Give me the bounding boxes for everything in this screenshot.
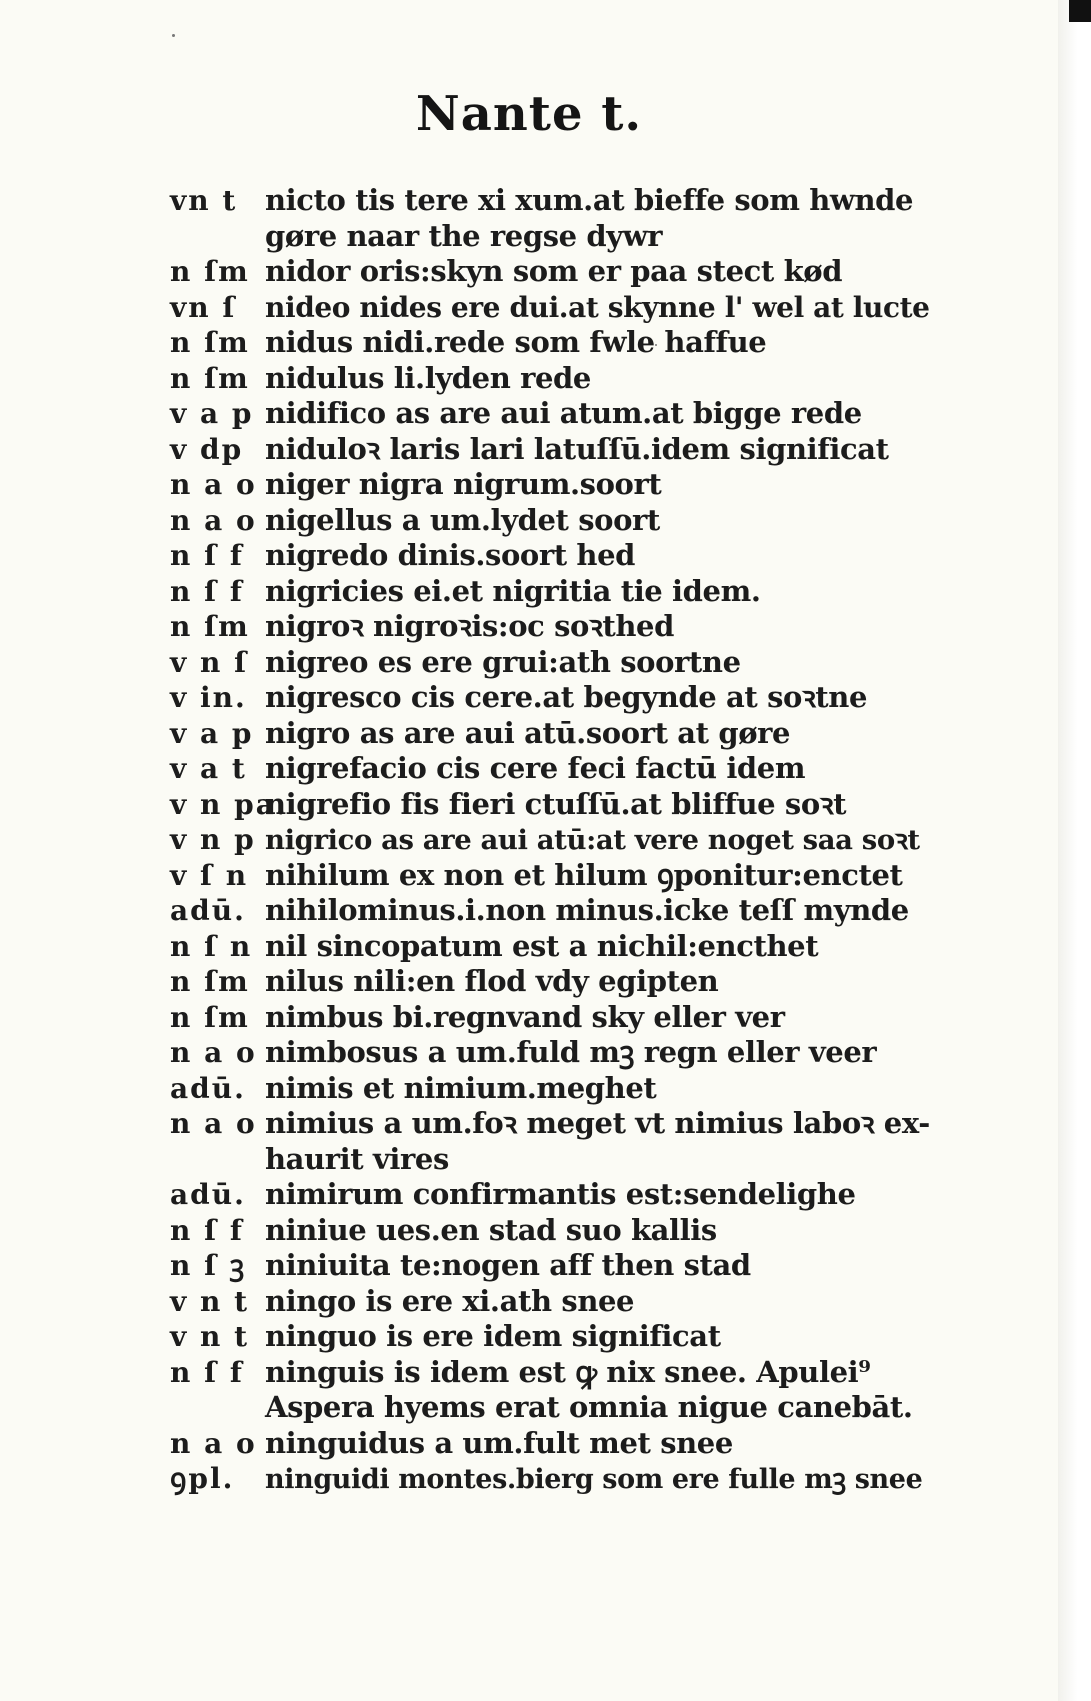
dictionary-entry	[170, 751, 930, 787]
dictionary-entry	[170, 1248, 930, 1284]
grammar-code: n a o	[170, 1107, 257, 1140]
entry-text: nihilum ex non et hilum ꝯponitur:enctet	[265, 857, 903, 892]
entry-text: nigricies ei.et nigritia tie idem.	[265, 573, 761, 608]
grammar-code: n ſ ꝫ	[170, 1249, 247, 1282]
grammar-code: n ſ f	[170, 1355, 244, 1389]
grammar-code: v a p	[170, 716, 254, 750]
grammar-code: adū.	[170, 1071, 246, 1105]
ink-speck	[172, 34, 175, 37]
entry-text: haurit vires	[265, 1141, 449, 1176]
dictionary-entry	[170, 1319, 930, 1355]
entry-text: nilus nili:en flod vdy egipten	[265, 964, 719, 998]
entry-text: ninguo is ere idem significat	[265, 1319, 721, 1353]
grammar-code: n ſ f	[170, 539, 244, 572]
dictionary-entry	[170, 1461, 930, 1497]
dictionary-entry	[170, 1426, 930, 1462]
entry-text: nihilominus.i.non minus.icke teſſ mynde	[265, 893, 909, 927]
grammar-code: adū.	[170, 894, 246, 927]
dictionary-entry	[170, 574, 930, 610]
dictionary-entry	[170, 503, 930, 539]
grammar-code: n ſm	[170, 965, 250, 998]
dictionary-entry	[170, 467, 930, 503]
grammar-code: n ſm	[170, 361, 250, 395]
dictionary-entry	[170, 716, 930, 752]
entry-text: niger nigra nigrum.soort	[265, 467, 662, 501]
dictionary-entry	[170, 325, 930, 361]
dictionary-entry	[170, 645, 930, 681]
grammar-code: ꝯpl.	[170, 1462, 235, 1495]
grammar-code: n a o	[170, 503, 257, 537]
dictionary-entry	[170, 254, 930, 290]
page-edge-shadow	[1058, 0, 1091, 1701]
grammar-code: n ſm	[170, 255, 250, 288]
entry-text: nidifico as are aui atum.at bigge rede	[265, 396, 862, 430]
grammar-code: v dp	[170, 432, 244, 466]
dictionary-entry	[170, 1355, 930, 1391]
entry-text: niniue ues.en stad suo kallis	[265, 1212, 717, 1247]
entry-text: nigroꝛ nigroꝛis:oc soꝛthed	[265, 609, 674, 643]
grammar-code: v a p	[170, 397, 254, 430]
entry-text: nidus nidi.rede som fwle haffue	[265, 325, 767, 359]
entry-text: nimis et nimium.meghet	[265, 1070, 657, 1105]
entry-text: nigrefacio cis cere feci factū idem	[265, 751, 806, 785]
dictionary-entry	[170, 1071, 930, 1107]
entry-text: nigresco cis cere.at begynde at soꝛtne	[265, 680, 868, 714]
grammar-code: v in.	[170, 681, 247, 714]
entry-text: nimbus bi.regnvand sky eller ver	[265, 999, 785, 1034]
grammar-code: n ſ f	[170, 1213, 244, 1247]
grammar-code: v ſ n	[170, 858, 249, 892]
dictionary-entry	[170, 680, 930, 716]
entry-text: nigrico as are aui atū:at vere noget saa soꝛt	[265, 824, 920, 856]
entry-text: nigredo dinis.soort hed	[265, 538, 636, 572]
entry-text: nideo nides ere dui.at skynne l' wel at lucte	[265, 290, 930, 324]
grammar-code: v n ſ	[170, 645, 249, 679]
entry-text: nimius a um.foꝛ meget vt nimius laboꝛ ex-	[265, 1106, 930, 1140]
dictionary-entry	[170, 290, 930, 326]
dictionary-entry	[170, 1000, 930, 1036]
dictionary-entry	[170, 609, 930, 645]
dictionary-entry	[170, 1213, 930, 1249]
dictionary-entry	[170, 361, 930, 397]
dictionary-entry	[170, 964, 930, 1000]
dictionary-entry	[170, 1142, 930, 1178]
dictionary-entry	[170, 1284, 930, 1320]
corner-mark	[1069, 0, 1091, 22]
grammar-code: n a o	[170, 468, 257, 501]
dictionary-entry	[170, 1106, 930, 1142]
grammar-code: n ſm	[170, 1000, 250, 1034]
dictionary-entry	[170, 858, 930, 894]
dictionary-entry	[170, 1390, 930, 1426]
entry-text: niniuita te:nogen aff then stad	[265, 1248, 751, 1282]
entry-text: nidor oris:skyn som er paa stect kød	[265, 254, 843, 288]
grammar-code: v n p	[170, 823, 256, 856]
grammar-code: n a o	[170, 1426, 257, 1460]
entry-text: Aspera hyems erat omnia nigue canebāt.	[265, 1390, 913, 1424]
dictionary-entries	[170, 183, 930, 1497]
grammar-code: n ſm	[170, 326, 250, 359]
entry-text: niduloꝛ laris lari latuſſū.idem significat	[265, 431, 889, 466]
grammar-code: n ſm	[170, 610, 250, 643]
grammar-code: vn ſ	[170, 290, 237, 324]
entry-text: gøre naar the regse dywr	[265, 218, 663, 253]
entry-text: ninguidi montes.bierg som ere fulle mꝫ snee	[265, 1464, 923, 1495]
grammar-code: v n pa.	[170, 787, 288, 821]
dictionary-entry	[170, 538, 930, 574]
dictionary-entry	[170, 787, 930, 823]
entry-text: nimirum confirmantis est:sendelighe	[265, 1177, 856, 1211]
entry-text: nigrefio fis fieri ctuſſū.at bliffue soꝛt	[265, 786, 847, 821]
grammar-code: n ſ f	[170, 574, 244, 608]
entry-text: nigreo es ere grui:ath soortne	[265, 644, 741, 679]
grammar-code: n a o	[170, 1036, 257, 1069]
dictionary-entry	[170, 396, 930, 432]
entry-text: ninguidus a um.fult met snee	[265, 1425, 733, 1460]
entry-text: ninguis is idem est ꝙ nix snee. Apulei⁹	[265, 1354, 871, 1389]
dictionary-entry	[170, 929, 930, 965]
grammar-code: vn t	[170, 184, 238, 217]
grammar-code: n ſ n	[170, 929, 253, 963]
entry-text: nil sincopatum est a nichil:encthet	[265, 928, 819, 963]
dictionary-entry	[170, 1035, 930, 1071]
dictionary-entry	[170, 893, 930, 929]
grammar-code: adū.	[170, 1178, 246, 1211]
entry-text: nidulus li.lyden rede	[265, 360, 591, 395]
grammar-code: v n t	[170, 1320, 250, 1353]
dictionary-entry	[170, 1177, 930, 1213]
entry-text: nigellus a um.lydet soort	[265, 502, 660, 537]
entry-text: ningo is ere xi.ath snee	[265, 1283, 635, 1318]
page-header: Nante t.	[415, 86, 643, 142]
dictionary-entry	[170, 219, 930, 255]
entry-text: nigro as are aui atū.soort at gøre	[265, 715, 791, 750]
dictionary-entry	[170, 432, 930, 468]
grammar-code: v n t	[170, 1284, 250, 1318]
dictionary-entry	[170, 183, 930, 219]
dictionary-entry	[170, 822, 930, 858]
grammar-code: v a t	[170, 752, 247, 785]
entry-text: nimbosus a um.fuld mꝫ regn eller veer	[265, 1035, 877, 1069]
entry-text: nicto tis tere xi xum.at bieffe som hwnde	[265, 183, 914, 217]
